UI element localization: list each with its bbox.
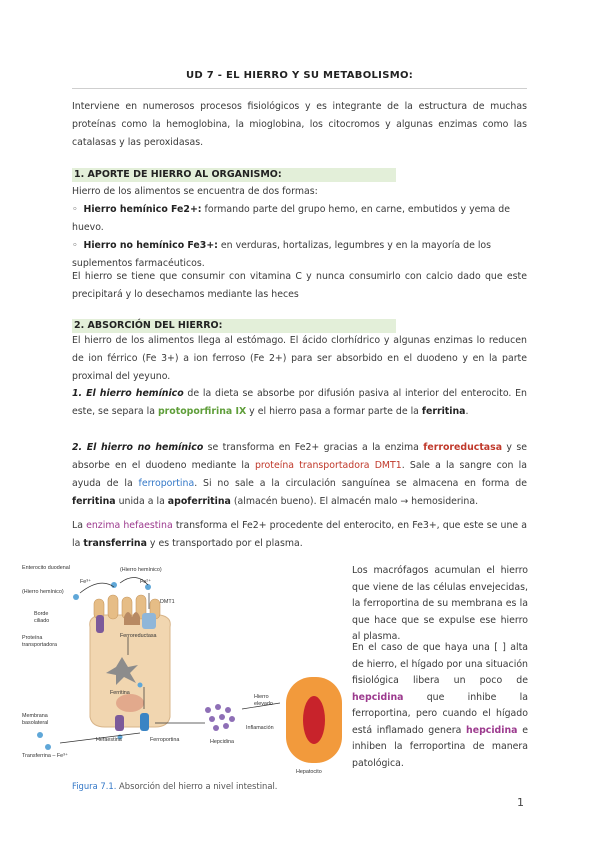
p2-text-c: . [465, 406, 469, 417]
apoferritina-term: apoferritina [167, 496, 231, 507]
section-2-paragraph-3 [72, 439, 527, 511]
ferritina-term-2: ferritina [72, 496, 116, 507]
label-proteina: Proteína [22, 635, 43, 641]
section-1-lead: Hierro de los alimentos se encuentra de dos formas: [72, 186, 318, 197]
p4-text-a: transforma el Fe2+ procedente del enterocito, en Fe3+, que este se une a la [72, 520, 528, 549]
dmt1-term: proteína transportadora DMT1 [254, 460, 402, 471]
label-cillado: ciliado [34, 618, 50, 624]
bullet-marker-icon: ◦ [72, 204, 84, 215]
p3-lead: 2. El hierro no hemínico [72, 442, 204, 453]
label-ferritina: Ferritina [110, 690, 130, 696]
label-transferrina: Transferrina – Fe³⁺ [22, 753, 68, 759]
bullet-no-heminico-text: en verduras, hortalizas, legumbres y en la mayoría de los suplementos farmacéuticos. [72, 240, 492, 269]
label-ferroportina: Ferroportina [150, 737, 180, 743]
p3-text-e: unida a la [115, 496, 168, 507]
bullet-heminico-text: formando parte del grupo hemo, en carne, embutidos y yema de huevo. [72, 204, 510, 233]
dmt1-protein [142, 613, 156, 629]
side-text-a: En el caso de que haya una [ ] alta de hierro, el hígado por una situación fisiológica libera un poco de [352, 642, 528, 686]
label-inflamacion: Inflamación [246, 725, 274, 731]
ferritina-term: ferritina [421, 406, 466, 417]
title-divider [72, 88, 527, 89]
p4-text-b: y es transportado por el plasma. [146, 538, 303, 549]
label-fe2-top: Fe²⁺ [140, 579, 151, 585]
label-ferroreductasa: Ferroreductasa [120, 633, 157, 639]
label-hierro: Hierro [254, 694, 269, 700]
p2-lead: 1. El hierro hemínico [72, 388, 184, 399]
nucleus [116, 694, 144, 712]
p3-text-c: . Sale a la sangre con la ayuda de la [72, 460, 527, 489]
iron-absorption-figure [20, 557, 348, 787]
page-number: 1 [517, 796, 524, 809]
ferroportina-term: ferroportina [138, 478, 195, 489]
p2-text-a: de la dieta se absorbe por difusión pasiva al interior del enterocito. En este, se separa la [72, 388, 527, 417]
p3-text-f: (almacén bueno). El almacén malo → hemosiderina. [230, 496, 479, 507]
caption-prefix: Figura 7.1. [72, 781, 117, 791]
hepcidin-molecules [205, 704, 235, 731]
p3-text-b: y se absorbe en el duodeno mediante la [72, 442, 527, 471]
hepcidina-term-2: hepcidina [466, 724, 518, 736]
label-transportadora: transportadora [22, 642, 58, 648]
side-text-b: que inhibe la ferroportina, pero cuando el hígado está inflamado genera [352, 691, 528, 736]
label-fe3: Fe³⁺ [80, 579, 91, 585]
transport-protein [96, 615, 104, 633]
label-membrana: Membrana [22, 713, 48, 719]
side-paragraph-macrofagos: Los macrófagos acumulan el hierro que viene de las células envejecidas, la ferroportina de su membrana es la que hace que se expulse ese hierro al plasma. [352, 565, 528, 642]
hepcidina-term: hepcidina [352, 691, 404, 703]
protoporfirina-term: protoporfirina IX [157, 406, 247, 417]
label-hierro-heminico-left: (Hierro hemínico) [22, 589, 64, 595]
label-hefaestina: Hefaestina [96, 737, 122, 743]
label-elevado: elevado [254, 701, 273, 707]
bullet-marker-icon: ◦ [72, 240, 84, 251]
p3-text-a: se transforma en Fe2+ gracias a la enzima [203, 442, 424, 453]
hepatocyte-nucleus [303, 696, 325, 744]
label-hepatocito: Hepatocito [296, 769, 322, 775]
intro-paragraph: Interviene en numerosos procesos fisiológicos y es integrante de la estructura de muchas proteínas como la hemoglobina, la mioglobina, los citocromos y algunas enzimas como las catalasas y las peroxidasas. [72, 101, 527, 148]
section-2-paragraph-4 [72, 517, 527, 553]
transferrina-term: transferrina [83, 538, 147, 549]
hefaestina-term: enzima hefaestina [86, 520, 173, 531]
caption-text: Absorción del hierro a nivel intestinal. [116, 781, 278, 791]
label-hepcidina: Hepcidina [210, 739, 234, 745]
bullet-no-heminico-term: Hierro no hemínico Fe3+: [83, 240, 218, 251]
p3-text-d: . Si no sale a la circulación sanguínea se almacena en forma de [194, 478, 527, 489]
bullet-heminico [72, 201, 527, 237]
section-2-paragraph-1: El hierro de los alimentos llega al estómago. El ácido clorhídrico y algunas enzimas lo reducen de ion férrico (Fe 3+) a ion ferroso (Fe 2+) para ser absorbido en el duodeno y en la parte proximal del yeyuno. [72, 335, 527, 382]
label-enterocito: Enterocito duodenal [22, 565, 70, 571]
bullet-heminico-term: Hierro hemínico Fe2+: [83, 204, 202, 215]
label-basolateral: basolateral [22, 720, 49, 726]
p2-text-b: y el hierro pasa a formar parte de la [246, 406, 422, 417]
section-2-paragraph-2 [72, 385, 527, 421]
ferroreductasa-term: ferroreductasa [423, 442, 503, 453]
section-1-note: El hierro se tiene que consumir con vitamina C y nunca consumirlo con calcio dado que este precipitará y lo desechamos mediante las heces [72, 271, 527, 300]
page-title: UD 7 - EL HIERRO Y SU METABOLISMO: [185, 70, 414, 81]
label-hierro-heminico-top: (Hierro hemínico) [120, 567, 162, 573]
section-2-heading: 2. ABSORCIÓN DEL HIERRO: [72, 319, 396, 333]
label-borde: Borde [34, 611, 49, 617]
figure-caption [72, 781, 277, 791]
p4-lead: La [72, 520, 87, 531]
side-paragraph-hepcidina [352, 640, 528, 772]
hefaestina-protein [115, 715, 124, 731]
ferroportina-protein [140, 713, 149, 731]
section-1-heading: 1. APORTE DE HIERRO AL ORGANISMO: [72, 168, 396, 182]
side-text-c: e inhiben la ferroportina de manera patológica. [352, 724, 528, 769]
label-dmt1: DMT1 [160, 599, 175, 605]
